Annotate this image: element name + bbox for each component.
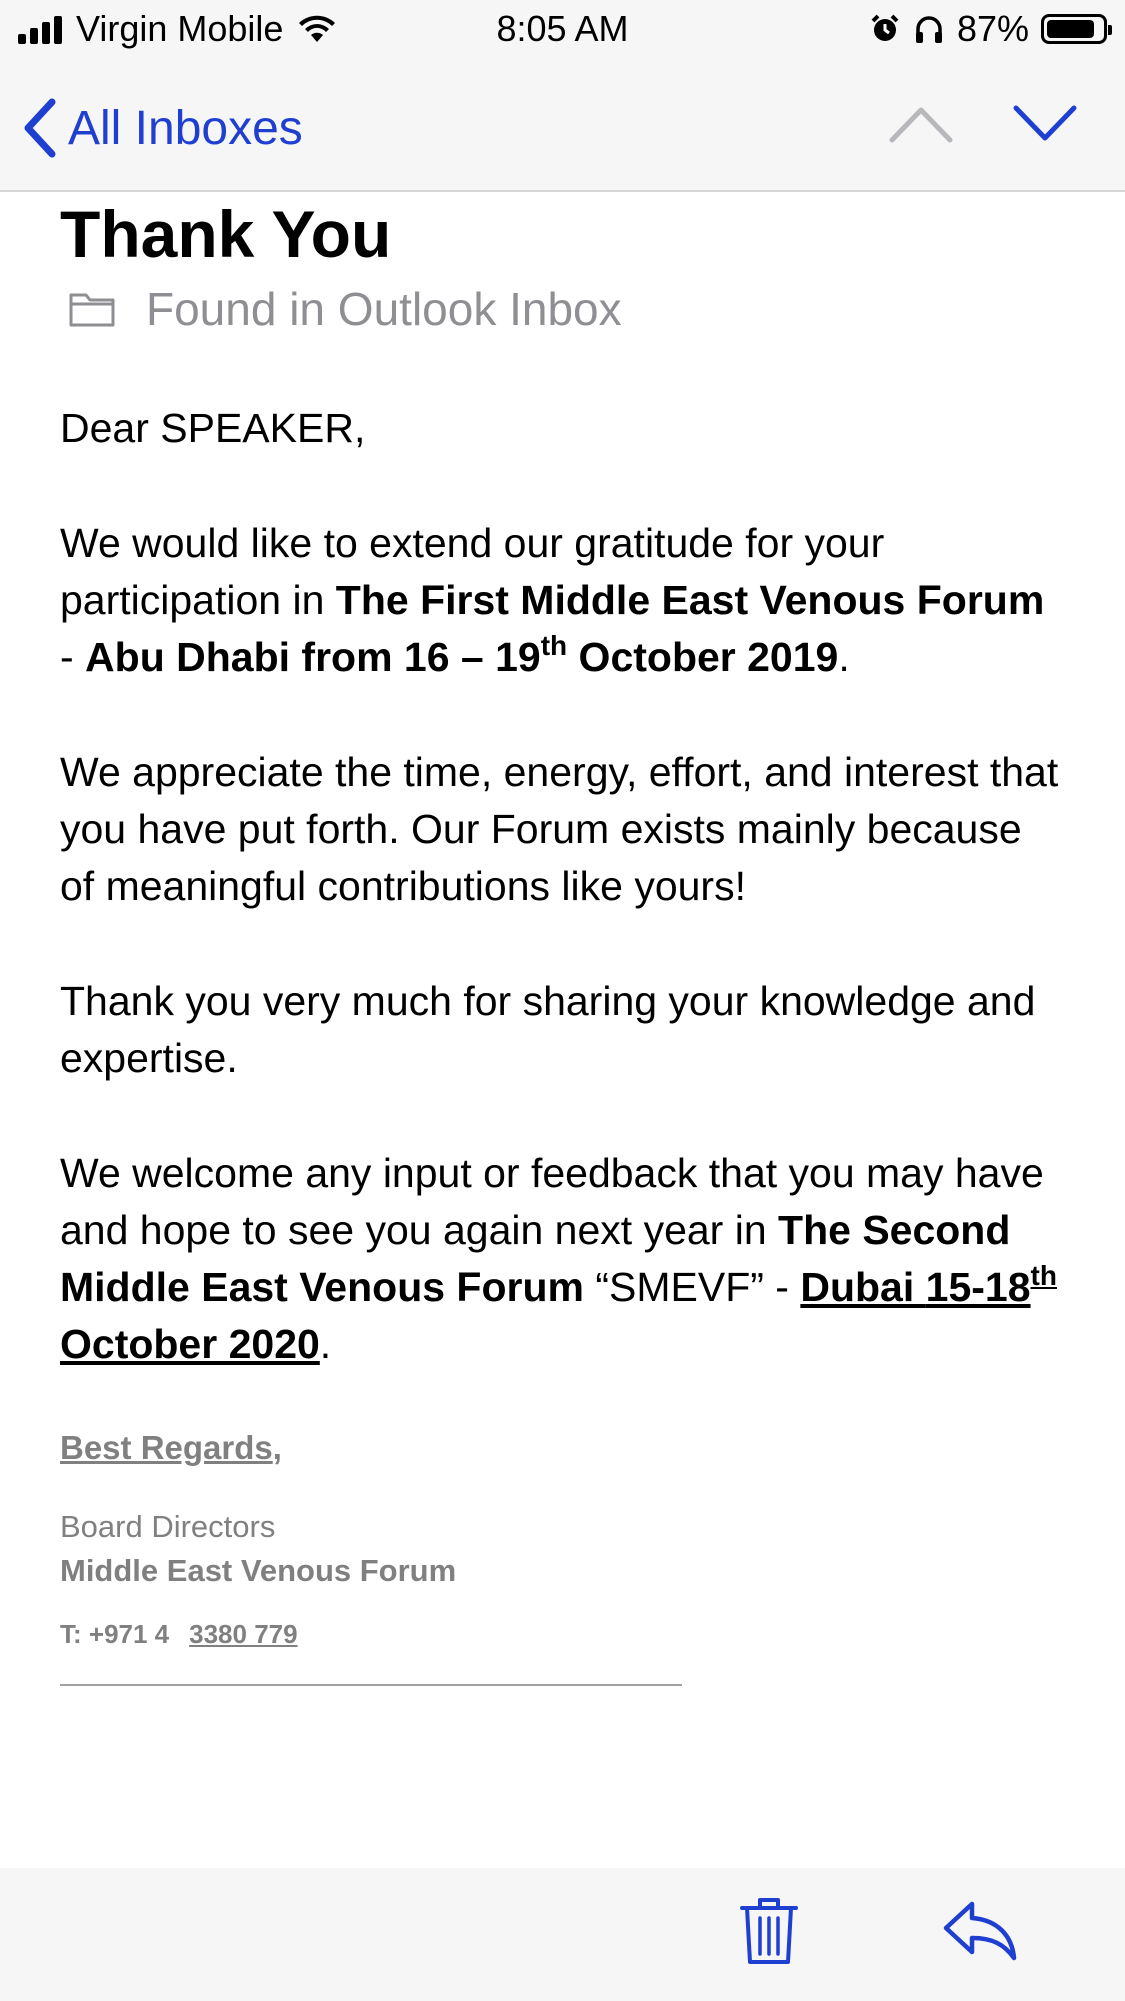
p4-end: .	[319, 1321, 332, 1367]
reply-button[interactable]	[942, 1898, 1018, 1969]
email-view	[60, 192, 1060, 1686]
signature-title: Board Directors	[60, 1509, 276, 1544]
carrier-name: Virgin Mobile	[76, 8, 284, 49]
battery-percent: 87%	[956, 8, 1029, 49]
signature-org: Middle East Venous Forum	[60, 1553, 457, 1588]
regards-text: Best Regards	[60, 1429, 273, 1466]
paragraph-3: Thank you very much for sharing your knowledge and expertise.	[60, 978, 1036, 1081]
p1-event-name: The First Middle East Venous Forum	[335, 577, 1045, 623]
folder-icon	[68, 289, 116, 329]
p1-separator: -	[60, 634, 86, 680]
signature-regards	[60, 1429, 1060, 1467]
signature-phone	[60, 1619, 1060, 1650]
chevron-down-icon	[1012, 104, 1078, 144]
paragraph-2: We appreciate the time, energy, effort, and interest that you have put forth. Our Forum exists mainly because of meaningful contributions like yours!	[60, 749, 1059, 909]
greeting: Dear SPEAKER,	[60, 405, 366, 451]
alarm-icon	[869, 13, 901, 45]
p4-city: Dubai	[800, 1264, 926, 1310]
chevron-left-icon	[22, 98, 58, 158]
next-message-button[interactable]	[1012, 104, 1078, 149]
status-time: 8:05 AM	[496, 8, 629, 49]
p1-end: .	[838, 634, 850, 680]
bottom-toolbar	[0, 1868, 1125, 2001]
regards-comma: ,	[272, 1429, 282, 1466]
phone-number-link[interactable]: 3380 779	[189, 1619, 298, 1649]
reply-icon	[942, 1898, 1018, 1964]
battery-level	[1047, 20, 1094, 38]
back-button-label: All Inboxes	[68, 101, 303, 155]
email-subject: Thank You	[60, 197, 392, 271]
p4-acronym: “SMEVF” -	[583, 1264, 801, 1310]
paragraph-1	[60, 515, 1060, 686]
paragraph-4	[60, 1145, 1060, 1373]
p4-text: We welcome any input or feedback that you may have and hope to see you again next year in	[60, 1150, 1044, 1253]
chevron-up-icon	[888, 104, 954, 144]
status-bar	[0, 0, 1125, 62]
p1-month-year: October 2019	[567, 634, 839, 680]
signature-divider	[60, 1684, 682, 1686]
folder-label: Found in Outlook Inbox	[146, 283, 622, 335]
phone-prefix: T: +971 4	[60, 1619, 170, 1649]
previous-message-button[interactable]	[888, 104, 954, 149]
p1-dates: Abu Dhabi from 16 – 19	[85, 634, 541, 680]
headphones-icon	[913, 13, 945, 45]
battery-icon	[1041, 14, 1107, 44]
back-button[interactable]	[22, 98, 303, 158]
trash-button[interactable]	[738, 1894, 800, 1973]
p4-dates: 15-18	[925, 1264, 1031, 1310]
email-body	[60, 400, 1060, 1373]
nav-bar	[0, 62, 1125, 192]
folder-location[interactable]	[60, 274, 1060, 344]
p4-month-year: October 2020	[60, 1321, 320, 1367]
p1-sup: th	[540, 630, 568, 661]
p1-text: We would like to extend our gratitude for your participation in	[60, 520, 885, 623]
status-right	[869, 8, 1107, 50]
p4-sup: th	[1030, 1260, 1057, 1291]
p4-event-name: The Second Middle East Venous Forum	[60, 1207, 1011, 1310]
trash-icon	[738, 1894, 800, 1968]
